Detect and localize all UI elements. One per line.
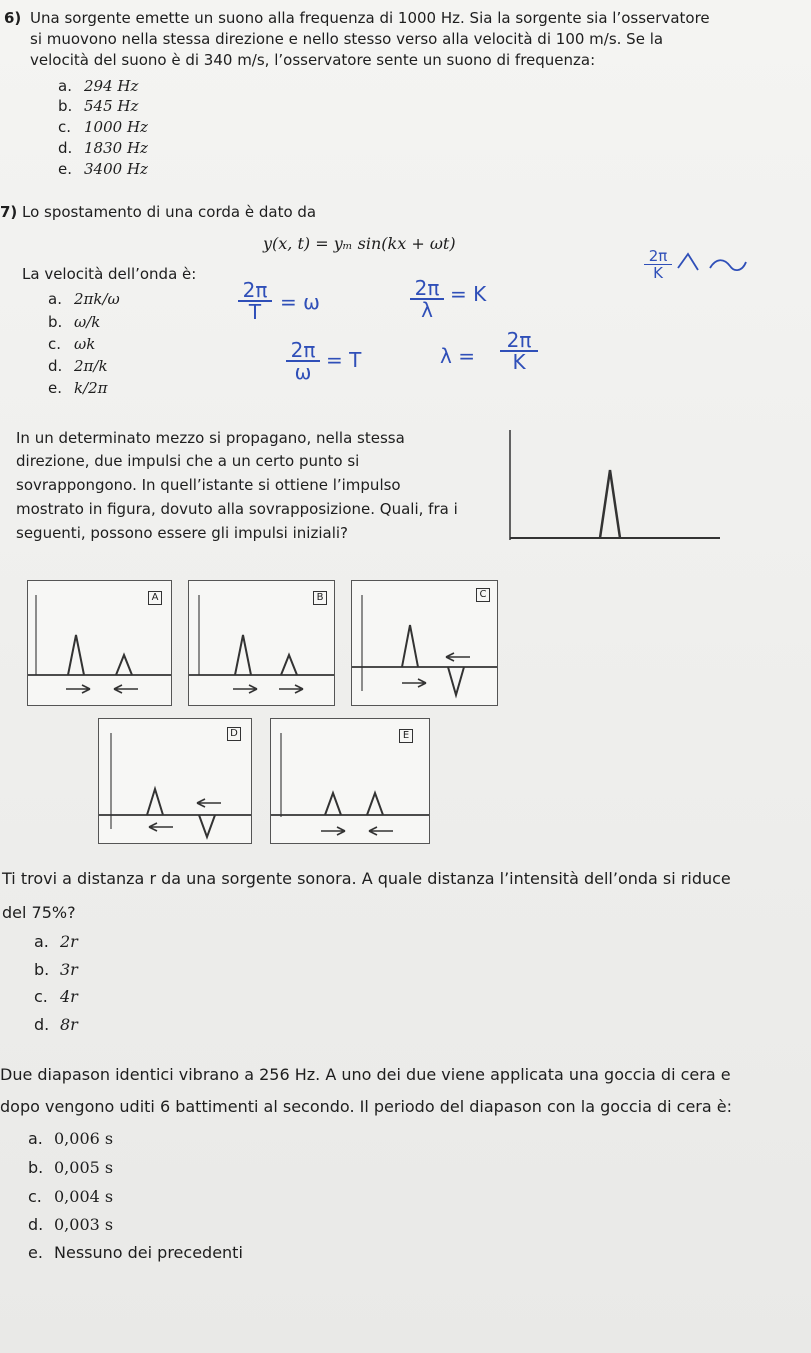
hand-fraction-1 [238, 280, 272, 322]
option-text: 0,004 s [54, 1187, 114, 1206]
option-letter: b. [48, 313, 63, 331]
q8-line-1: In un determinato mezzo si propagano, nella stessa [16, 429, 405, 447]
option-letter: d. [34, 1015, 50, 1034]
option-text: k/2π [74, 379, 108, 397]
option-text: 0,005 s [54, 1158, 114, 1177]
panel-a-diagram [28, 581, 171, 705]
answer-panel-a[interactable] [27, 580, 172, 706]
q10-line-1: Due diapason identici vibrano a 256 Hz. A uno dei due viene applicata una goccia di cera e [0, 1065, 731, 1084]
q10-option-e [28, 1243, 243, 1263]
q6-line-2: si muovono nella stessa direzione e nello stesso verso alla velocità di 100 m/s. Se la [30, 30, 664, 48]
q7-question: La velocità dell’onda è: [22, 265, 197, 283]
q10-option-b [28, 1158, 113, 1178]
option-letter: e. [48, 379, 62, 397]
option-text: ωk [74, 335, 96, 353]
q7-option-d [48, 356, 108, 376]
q10-option-a [28, 1129, 113, 1149]
panel-label-c: C [476, 588, 490, 602]
hand-denominator: T [238, 300, 272, 322]
option-text: 4r [60, 987, 78, 1006]
q9-option-d [34, 1015, 78, 1035]
hand-fraction-3 [286, 340, 320, 382]
option-text: 0,003 s [54, 1215, 114, 1234]
option-letter: c. [28, 1187, 42, 1206]
hand-numerator: 2π [506, 328, 532, 352]
option-letter: d. [48, 357, 63, 375]
option-text: 545 Hz [84, 97, 139, 115]
panel-c-diagram [352, 581, 497, 705]
option-letter: b. [28, 1158, 44, 1177]
q6-option-d [58, 138, 148, 158]
q7-option-c [48, 334, 95, 354]
panel-b-diagram [189, 581, 334, 705]
option-letter: a. [48, 290, 62, 308]
q9-option-a [34, 932, 78, 952]
hand-fraction-2 [410, 278, 444, 320]
q10-line-2: dopo vengono uditi 6 battimenti al secondo. Il periodo del diapason con la goccia di cera è: [0, 1097, 733, 1116]
q9-line-2: del 75%? [2, 903, 76, 922]
panel-label-a: A [148, 591, 162, 605]
option-letter: a. [28, 1129, 43, 1148]
option-text: 3400 Hz [84, 160, 148, 178]
superposition-pulse-figure [506, 428, 736, 548]
answer-panel-b[interactable] [188, 580, 335, 706]
q7-option-e [48, 378, 108, 398]
option-text: ω/k [74, 313, 101, 331]
q8-line-2: direzione, due impulsi che a un certo punto si [16, 452, 360, 470]
hand-numerator: 2π [414, 276, 440, 300]
q9-option-c [34, 987, 78, 1007]
panel-label-d: D [227, 727, 241, 741]
option-letter: c. [34, 987, 48, 1006]
q6-line-1: Una sorgente emette un suono alla frequenza di 1000 Hz. Sia la sorgente sia l’osservatore [30, 9, 710, 27]
answer-panel-c[interactable] [351, 580, 498, 706]
hand-equals-t: = T [326, 348, 362, 372]
q8-line-4: mostrato in figura, dovuto alla sovrapposizione. Quali, fra i [16, 500, 458, 518]
q9-line-1: Ti trovi a distanza r da una sorgente sonora. A quale distanza l’intensità dell’onda si riduce [2, 869, 731, 888]
q7-line: Lo spostamento di una corda è dato da [22, 203, 317, 221]
option-text: 8r [60, 1015, 78, 1034]
option-text: 2πk/ω [74, 290, 120, 308]
answer-panel-e[interactable] [270, 718, 430, 844]
q6-line-3: velocità del suono è di 340 m/s, l’osservatore sente un suono di frequenza: [30, 51, 596, 69]
q6-option-e [58, 159, 148, 179]
option-text: 2π/k [74, 357, 108, 375]
hand-denominator: K [500, 350, 538, 372]
panel-e-diagram [271, 719, 429, 843]
q6-option-c [58, 117, 148, 137]
q9-option-b [34, 960, 78, 980]
q10-option-c [28, 1187, 113, 1207]
option-letter: d. [58, 139, 73, 157]
option-text: 2r [60, 932, 78, 951]
option-text: 0,006 s [54, 1129, 114, 1148]
q7-formula: y(x, t) = yₘ sin(kx + ωt) [263, 234, 456, 253]
q6-option-a [58, 76, 138, 96]
option-letter: c. [48, 335, 62, 353]
q8-line-5: seguenti, possono essere gli impulsi iniziali? [16, 524, 348, 542]
q6-option-b [58, 96, 138, 116]
option-text: 294 Hz [84, 77, 139, 95]
panel-label-b: B [313, 591, 327, 605]
hand-numerator: 2π [242, 278, 268, 302]
option-letter: e. [28, 1243, 43, 1262]
panel-label-e: E [399, 729, 413, 743]
hand-fraction-4 [500, 330, 538, 372]
option-letter: b. [58, 97, 73, 115]
q6-number: 6) [4, 9, 22, 27]
answer-panel-d[interactable] [98, 718, 252, 844]
hand-denominator: λ [410, 298, 444, 320]
option-text: Nessuno dei precedenti [54, 1243, 243, 1262]
option-letter: e. [58, 160, 72, 178]
option-letter: a. [34, 932, 49, 951]
option-text: 1000 Hz [84, 118, 148, 136]
hand-denominator: ω [286, 360, 320, 382]
q7-option-b [48, 312, 100, 332]
option-text: 3r [60, 960, 78, 979]
q7-option-a [48, 289, 120, 309]
hand-numerator: 2π [648, 247, 668, 265]
q8-line-3: sovrappongono. In quell’istante si ottiene l’impulso [16, 476, 401, 494]
option-letter: a. [58, 77, 72, 95]
option-letter: d. [28, 1215, 44, 1234]
option-letter: b. [34, 960, 50, 979]
hand-denominator: K [644, 264, 672, 281]
option-text: 1830 Hz [84, 139, 148, 157]
hand-equals-omega: = ω [280, 290, 320, 314]
q7-number: 7) [0, 203, 18, 221]
hand-numerator: 2π [290, 338, 316, 362]
hand-equals-k: = K [450, 282, 487, 306]
option-letter: c. [58, 118, 72, 136]
hand-lambda: λ = [440, 344, 475, 368]
hand-corner-fraction [644, 248, 672, 281]
hand-wave-scribble [676, 248, 776, 288]
panel-d-diagram [99, 719, 251, 843]
q10-option-d [28, 1215, 113, 1235]
